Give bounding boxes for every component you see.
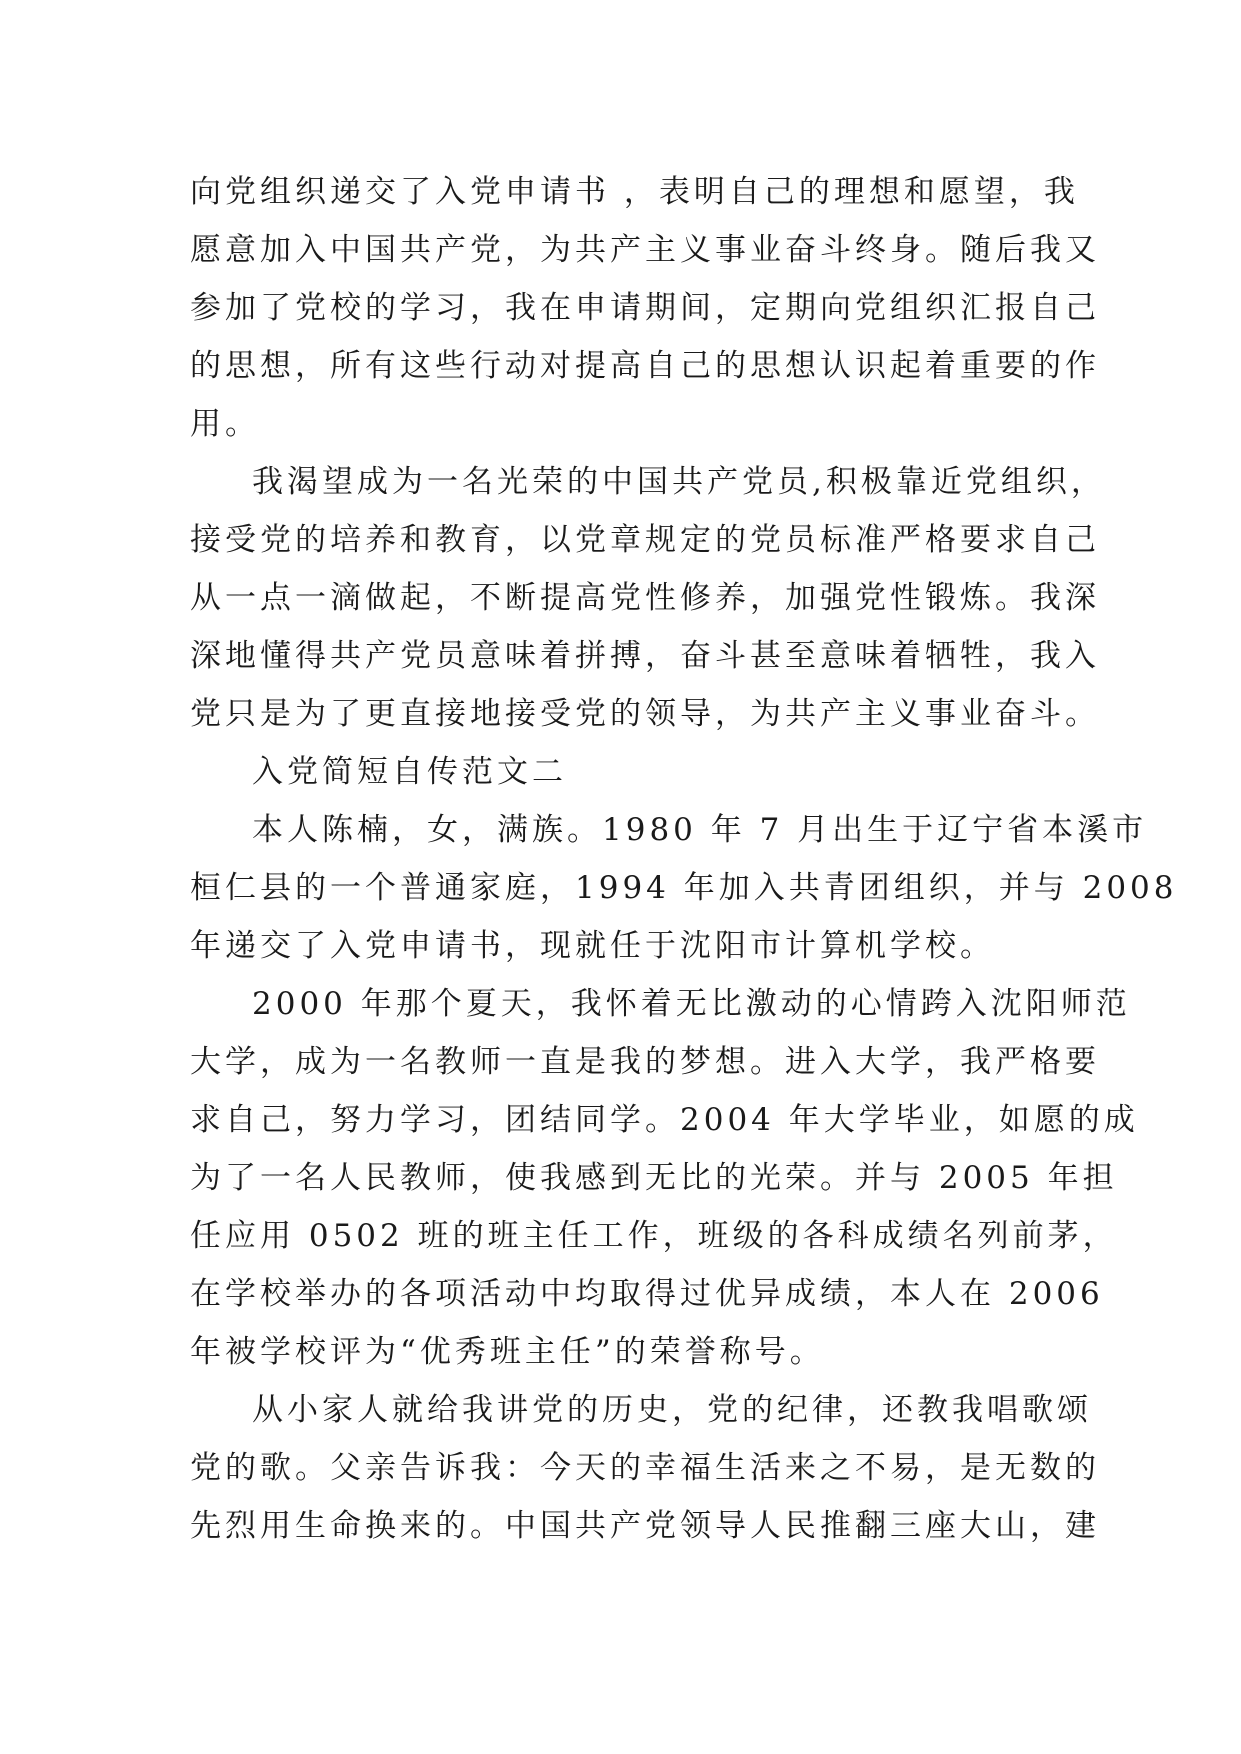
paragraph-first-line: 从小家人就给我讲党的历史，党的纪律，还教我唱歌颂 <box>252 1392 1092 1428</box>
paragraph-first-line: 2000 年那个夏天，我怀着无比激动的心情跨入沈阳师范 <box>252 986 1131 1022</box>
text-line: 求自己，努力学习，团结同学。2004 年大学毕业，如愿的成 <box>190 1102 1139 1138</box>
text-line: 大学，成为一名教师一直是我的梦想。进入大学，我严格要 <box>190 1044 1100 1080</box>
text-line: 的思想，所有这些行动对提高自己的思想认识起着重要的作 <box>190 348 1100 384</box>
text-line: 深地懂得共产党员意味着拼搏，奋斗甚至意味着牺牲，我入 <box>190 638 1100 674</box>
text-line: 在学校举办的各项活动中均取得过优异成绩，本人在 2006 <box>190 1276 1104 1312</box>
text-line: 年递交了入党申请书，现就任于沈阳市计算机学校。 <box>190 928 995 964</box>
text-line: 任应用 0502 班的班主任工作，班级的各科成绩名列前茅， <box>190 1218 1118 1254</box>
text-line: 参加了党校的学习，我在申请期间，定期向党组织汇报自己 <box>190 290 1100 326</box>
paragraph-first-line: 本人陈楠，女，满族。1980 年 7 月出生于辽宁省本溪市 <box>252 812 1148 848</box>
text-line: 年被学校评为“优秀班主任”的荣誉称号。 <box>190 1334 825 1370</box>
text-line: 愿意加入中国共产党，为共产主义事业奋斗终身。随后我又 <box>190 232 1100 268</box>
paragraph-first-line: 我渴望成为一名光荣的中国共产党员,积极靠近党组织， <box>252 464 1106 500</box>
text-line: 用。 <box>190 406 260 442</box>
text-line: 接受党的培养和教育，以党章规定的党员标准严格要求自己 <box>190 522 1100 558</box>
section-heading: 入党简短自传范文二 <box>252 754 567 790</box>
text-line: 为了一名人民教师，使我感到无比的光荣。并与 2005 年担 <box>190 1160 1118 1196</box>
text-line: 从一点一滴做起，不断提高党性修养，加强党性锻炼。我深 <box>190 580 1100 616</box>
text-line: 党只是为了更直接地接受党的领导，为共产主义事业奋斗。 <box>190 696 1100 732</box>
text-line: 向党组织递交了入党申请书 ，表明自己的理想和愿望，我 <box>190 174 1079 210</box>
text-line: 党的歌。父亲告诉我：今天的幸福生活来之不易，是无数的 <box>190 1450 1100 1486</box>
text-line: 桓仁县的一个普通家庭，1994 年加入共青团组织，并与 2008 <box>190 870 1178 906</box>
text-line: 先烈用生命换来的。中国共产党领导人民推翻三座大山，建 <box>190 1508 1100 1544</box>
